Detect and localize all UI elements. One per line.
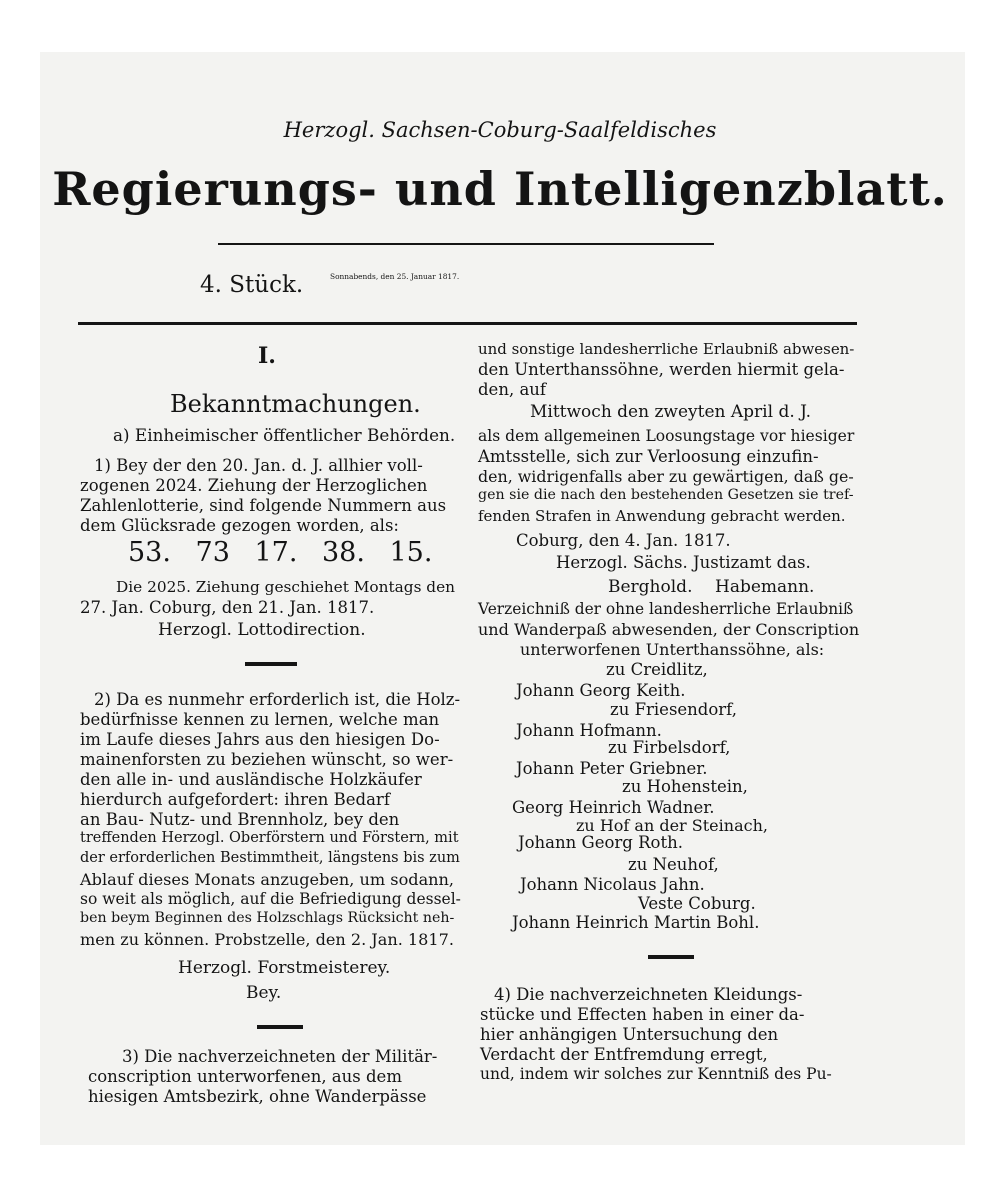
separator-dash bbox=[648, 955, 694, 959]
list-heading: unterworfenen Unterthanssöhne, als: bbox=[520, 640, 825, 659]
notice3-line: 3) Die nachverzeichneten der Militär- bbox=[122, 1047, 438, 1066]
notice3-line: hiesigen Amtsbezirk, ohne Wanderpässe bbox=[88, 1087, 427, 1106]
notice4-line: 4) Die nachverzeichneten Kleidungs- bbox=[494, 985, 803, 1004]
place-date-line: Coburg, den 4. Jan. 1817. bbox=[516, 531, 731, 550]
notice2-line: Ablauf dieses Monats anzugeben, um sodann, bbox=[80, 870, 455, 889]
notice2-line: im Laufe dieses Jahrs aus den hiesigen Do- bbox=[80, 730, 440, 749]
list-name: Johann Georg Keith. bbox=[516, 681, 686, 700]
notice4-line: Verdacht der Entfremdung erregt, bbox=[480, 1045, 768, 1064]
separator-dash bbox=[245, 662, 297, 666]
list-name: Johann Georg Roth. bbox=[518, 833, 683, 852]
notice3-line: conscription unterworfenen, aus dem bbox=[88, 1067, 402, 1086]
separator-dash bbox=[257, 1025, 303, 1029]
notice1-line: 1) Bey der den 20. Jan. d. J. allhier voll- bbox=[94, 456, 423, 475]
list-name: Johann Peter Griebner. bbox=[516, 759, 708, 778]
list-place: zu Creidlitz, bbox=[606, 660, 708, 679]
notice4-line: stücke und Effecten haben in einer da- bbox=[480, 1005, 805, 1024]
continuation-line: und sonstige landesherrliche Erlaubniß abwesen- bbox=[478, 340, 855, 358]
lottery-numbers: 53. 73 17. 38. 15. bbox=[128, 537, 433, 568]
office-signature: Herzogl. Sächs. Justizamt das. bbox=[556, 553, 811, 572]
notice1-signature: Herzogl. Lottodirection. bbox=[158, 620, 366, 640]
section-title: Bekanntmachungen. bbox=[170, 390, 421, 418]
notice1-line: Zahlenlotterie, sind folgende Nummern aus bbox=[80, 496, 447, 515]
list-place: zu Hof an der Steinach, bbox=[576, 816, 768, 835]
notice2-line: so weit als möglich, auf die Befriedigung dessel- bbox=[80, 890, 461, 908]
masthead-subtitle: Herzogl. Sachsen-Coburg-Saalfeldisches bbox=[283, 118, 717, 142]
notice4-line: und, indem wir solches zur Kenntniß des Pu- bbox=[480, 1065, 832, 1083]
notice1-line: dem Glücksrade gezogen worden, als: bbox=[80, 516, 399, 535]
assembly-date: Mittwoch den zweyten April d. J. bbox=[530, 402, 812, 422]
notice4-line: hier anhängigen Untersuchung den bbox=[480, 1025, 779, 1044]
signer-name: Berghold. bbox=[608, 577, 693, 597]
notice1-after-line: Die 2025. Ziehung geschiehet Montags den bbox=[116, 578, 456, 596]
notice2-line: mainenforsten zu beziehen wünscht, so wer- bbox=[80, 750, 454, 769]
right-line: gen sie die nach den bestehenden Gesetzen sie tref- bbox=[478, 487, 854, 503]
notice2-line: hierdurch aufgefordert: ihren Bedarf bbox=[80, 790, 390, 809]
issue-date: Sonnabends, den 25. Januar 1817. bbox=[330, 272, 460, 281]
subsection-heading: a) Einheimischer öffentlicher Behörden. bbox=[113, 425, 456, 445]
right-line: fenden Strafen in Anwendung gebracht werden. bbox=[478, 507, 846, 525]
list-heading: Verzeichniß der ohne landesherrliche Erlaubniß bbox=[478, 600, 854, 618]
notice2-line: an Bau- Nutz- und Brennholz, bey den bbox=[80, 810, 400, 829]
notice1-line: zogenen 2024. Ziehung der Herzoglichen bbox=[80, 476, 428, 495]
right-line: Amtsstelle, sich zur Verloosung einzufin- bbox=[478, 447, 819, 466]
masthead-rule-short bbox=[218, 243, 714, 245]
list-place: Veste Coburg. bbox=[638, 894, 756, 913]
notice2-line: der erforderlichen Bestimmtheit, längstens bis zum bbox=[80, 850, 460, 866]
notice2-line: bedürfnisse kennen zu lernen, welche man bbox=[80, 710, 440, 729]
right-line: als dem allgemeinen Loosungstage vor hiesiger bbox=[478, 427, 855, 445]
notice2-line: ben beym Beginnen des Holzschlags Rücksicht neh- bbox=[80, 910, 455, 926]
notice1-after-line: 27. Jan. Coburg, den 21. Jan. 1817. bbox=[80, 598, 375, 617]
masthead-title: Regierungs- und Intelligenzblatt. bbox=[52, 162, 948, 216]
list-heading: und Wanderpaß abwesenden, der Conscription bbox=[478, 620, 860, 639]
notice2-line: 2) Da es nunmehr erforderlich ist, die Holz- bbox=[94, 690, 461, 709]
notice2-signature: Bey. bbox=[246, 983, 282, 1003]
continuation-line: den, auf bbox=[478, 380, 547, 399]
notice2-signature: Herzogl. Forstmeisterey. bbox=[178, 958, 391, 978]
list-name: Johann Nicolaus Jahn. bbox=[520, 875, 705, 894]
issue-number: 4. Stück. bbox=[200, 272, 304, 298]
section-number: I. bbox=[258, 343, 276, 369]
masthead-rule-long bbox=[78, 322, 857, 325]
right-line: den, widrigenfalls aber zu gewärtigen, daß ge- bbox=[478, 467, 854, 486]
notice2-line: men zu können. Probstzelle, den 2. Jan. 1817. bbox=[80, 930, 454, 949]
continuation-line: den Unterthanssöhne, werden hiermit gela- bbox=[478, 360, 845, 379]
list-name: Johann Hofmann. bbox=[516, 721, 662, 740]
list-name: Georg Heinrich Wadner. bbox=[512, 798, 715, 817]
list-place: zu Neuhof, bbox=[628, 855, 719, 874]
list-name: Johann Heinrich Martin Bohl. bbox=[512, 913, 760, 932]
list-place: zu Hohenstein, bbox=[622, 777, 748, 796]
list-place: zu Firbelsdorf, bbox=[608, 738, 731, 757]
list-place: zu Friesendorf, bbox=[610, 700, 737, 719]
signer-name: Habemann. bbox=[715, 577, 815, 597]
notice2-line: treffenden Herzogl. Oberförstern und Förstern, mit bbox=[80, 830, 459, 846]
notice2-line: den alle in- und ausländische Holzkäufer bbox=[80, 770, 422, 789]
